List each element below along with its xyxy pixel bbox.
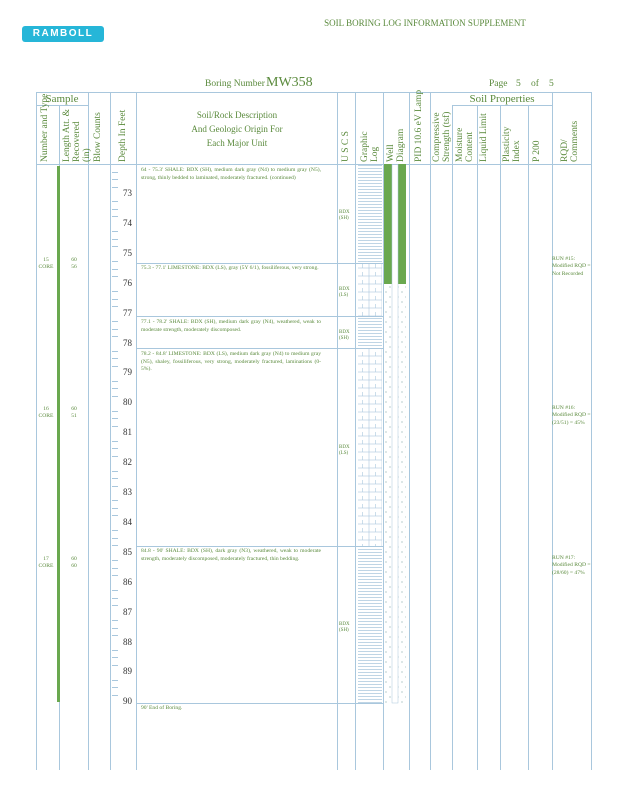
rqd-comment: RUN #15: Modified RQD = Not Recorded <box>552 256 591 277</box>
depth-tick <box>112 515 118 516</box>
pid-header: PID 10.6 eV Lamp <box>414 89 424 162</box>
page-current: 5 <box>516 79 521 89</box>
col-line <box>36 92 37 770</box>
depth-tick <box>112 396 118 397</box>
well-diagram-header: Well Diagram <box>386 128 406 162</box>
depth-tick <box>112 321 118 322</box>
sample-type: CORE <box>38 413 54 419</box>
depth-label: 86 <box>123 576 132 587</box>
sample-length-att: 60 <box>71 556 77 562</box>
blow-counts-header: Blow Counts <box>93 112 103 162</box>
depth-tick <box>112 665 118 666</box>
sample-length-rec: 60 <box>71 563 77 569</box>
unit-description: 77.1 - 78.2' SHALE: BDX (SH), medium dark gray (N4), weathered, weak to moderate strength, moderately discomposed. <box>141 319 321 333</box>
depth-label: 79 <box>123 367 132 378</box>
depth-tick <box>112 216 118 217</box>
col-line <box>430 92 431 770</box>
depth-label: 82 <box>123 457 132 468</box>
ramboll-logo: RAMBOLL <box>22 26 104 42</box>
depth-tick <box>112 231 118 232</box>
depth-tick <box>112 695 118 696</box>
plasticity-index-header: Plasticity Index <box>502 126 522 162</box>
uscs-code: BDX (SH) <box>339 622 350 633</box>
depth-tick <box>112 448 118 449</box>
depth-tick <box>112 336 118 337</box>
sample-number: 17 <box>43 556 49 562</box>
depth-label: 85 <box>123 546 132 557</box>
depth-label: 73 <box>123 188 132 198</box>
sample-number: 16 <box>43 406 49 412</box>
limestone-pattern <box>358 348 382 546</box>
sample-number: 15 <box>43 257 49 263</box>
well-sand-pack <box>398 284 406 703</box>
compressive-strength-header: Compressive Strength (tsf) <box>432 111 452 162</box>
depth-label: 74 <box>123 217 132 228</box>
rqd-comment: RUN #16: Modified RQD = (23/51) = 45% <box>552 405 591 426</box>
liquid-limit-header: Liquid Limit <box>479 113 489 162</box>
depth-label: 84 <box>123 516 132 527</box>
depth-tick <box>112 426 118 427</box>
depth-tick <box>112 530 118 531</box>
soil-properties-group-header: Soil Properties <box>469 93 535 105</box>
depth-tick <box>112 687 118 688</box>
depth-tick <box>112 187 118 188</box>
col-line <box>591 92 592 770</box>
depth-tick <box>112 329 118 330</box>
description-header-line: Soil/Rock Description <box>196 110 278 120</box>
depth-label: 76 <box>123 277 132 288</box>
page-label: Page <box>489 79 508 89</box>
uscs-code: BDX (LS) <box>339 287 350 298</box>
depth-label: 89 <box>123 666 132 677</box>
boring-number-label: Boring Number <box>205 79 265 89</box>
depth-label: 88 <box>123 636 132 647</box>
depth-tick <box>112 351 118 352</box>
depth-header: Depth In Feet <box>118 109 128 162</box>
unit-divider <box>136 316 383 317</box>
depth-tick <box>112 201 118 202</box>
shale-pattern <box>358 546 382 703</box>
depth-tick <box>112 246 118 247</box>
depth-tick <box>112 366 118 367</box>
depth-tick <box>112 605 118 606</box>
depth-tick <box>112 680 118 681</box>
depth-tick <box>112 239 118 240</box>
col-line <box>88 92 89 770</box>
depth-tick <box>112 560 118 561</box>
page-total: 5 <box>549 79 554 89</box>
depth-tick <box>112 478 118 479</box>
depth-tick <box>112 471 118 472</box>
depth-tick <box>112 575 118 576</box>
shale-pattern <box>358 164 382 263</box>
depth-tick <box>112 261 118 262</box>
header-bottom-border <box>36 164 591 165</box>
col-line <box>477 105 478 770</box>
depth-tick <box>112 590 118 591</box>
description-header <box>137 108 337 150</box>
col-line <box>528 105 529 770</box>
sample-type: CORE <box>38 264 54 270</box>
depth-tick <box>112 508 118 509</box>
depth-label: 83 <box>123 487 132 497</box>
depth-label: 80 <box>123 397 132 408</box>
depth-tick <box>112 620 118 621</box>
description-header-line: Each Major Unit <box>206 138 268 148</box>
depth-label: 81 <box>123 427 132 438</box>
col-line <box>409 92 410 770</box>
unit-divider <box>136 546 383 547</box>
col-line <box>500 105 501 770</box>
graphic-log-header: Graphic Log <box>360 131 380 162</box>
depth-tick <box>112 635 118 636</box>
rqd-comments-header: RQD/ Comments <box>560 120 580 162</box>
depth-label: 75 <box>123 247 132 258</box>
core-sample-bar <box>57 166 60 702</box>
depth-tick <box>112 657 118 658</box>
depth-tick <box>112 650 118 651</box>
depth-tick <box>112 269 118 270</box>
col-line <box>552 92 553 770</box>
p200-header: P 200 <box>532 140 542 162</box>
limestone-pattern <box>358 263 382 316</box>
length-header: Length Att. & Recovered (in) <box>62 108 92 162</box>
unit-description: 78.2 - 84.8' LIMESTONE: BDX (LS), medium dark gray (N4) to medium gray (N5), shaley, fossiliferous, very strong, moderately fractured, laminations (0-5%). <box>141 351 321 373</box>
sample-length-rec: 51 <box>71 413 77 419</box>
uscs-code: BDX (SH) <box>339 330 350 341</box>
depth-tick <box>112 568 118 569</box>
rqd-comment: RUN #17: Modified RQD = (28/60) = 47% <box>552 555 591 576</box>
depth-label: 78 <box>123 337 132 348</box>
unit-description: 90' End of Boring. <box>141 705 183 711</box>
depth-tick <box>112 545 118 546</box>
depth-tick <box>112 388 118 389</box>
depth-tick <box>112 358 118 359</box>
depth-tick <box>112 179 118 180</box>
depth-tick <box>112 486 118 487</box>
unit-divider <box>136 348 383 349</box>
well-pipe <box>392 164 398 703</box>
number-type-header: Number and Type <box>40 93 50 162</box>
uscs-code: BDX (SH) <box>339 210 350 221</box>
unit-description: 64 - 75.3' SHALE: BDX (SH), medium dark gray (N4) to medium gray (N5), strong, thinly bedded to laminated, moderately fractured. (continued) <box>141 167 321 181</box>
depth-tick <box>112 299 118 300</box>
sample-type: CORE <box>38 563 54 569</box>
depth-tick <box>112 628 118 629</box>
depth-tick <box>112 306 118 307</box>
depth-tick <box>112 291 118 292</box>
moisture-content-header: Moisture Content <box>455 127 475 162</box>
col-line <box>337 92 338 770</box>
shale-pattern <box>358 316 382 348</box>
depth-label: 77 <box>123 307 132 318</box>
sample-length-rec: 56 <box>71 264 77 270</box>
depth-tick <box>112 209 118 210</box>
graphic-log-and-well-diagram <box>356 164 408 704</box>
document-title: SOIL BORING LOG INFORMATION SUPPLEMENT <box>324 18 526 28</box>
depth-tick <box>112 381 118 382</box>
col-line <box>136 92 137 770</box>
depth-tick <box>112 418 118 419</box>
depth-tick <box>112 172 118 173</box>
depth-tick <box>112 456 118 457</box>
well-sand-pack <box>384 284 392 703</box>
col-line <box>452 105 453 770</box>
description-header-line: And Geologic Origin For <box>191 124 283 134</box>
depth-tick <box>112 276 118 277</box>
well-casing <box>398 164 406 284</box>
uscs-code: BDX (LS) <box>339 445 350 456</box>
depth-tick <box>112 411 118 412</box>
unit-divider <box>136 263 383 264</box>
uscs-header: U S C S <box>341 131 351 162</box>
end-of-boring-line <box>136 703 383 704</box>
unit-description: 75.3 - 77.1' LIMESTONE: BDX (LS), gray (5Y 6/1), fossiliferous, very strong. <box>141 265 319 271</box>
boring-number: MW358 <box>266 75 313 90</box>
page-of: of <box>531 79 539 89</box>
depth-label: 87 <box>123 606 132 617</box>
sample-group-header: Sample <box>45 93 79 105</box>
sample-length-att: 60 <box>71 257 77 263</box>
depth-tick <box>112 441 118 442</box>
depth-tick <box>112 500 118 501</box>
unit-description: 84.8 - 90' SHALE: BDX (SH), dark gray (N3), weathered, weak to moderate strength, moderately discomposed, moderately fractured, thin bedding. <box>141 548 321 562</box>
well-casing <box>384 164 392 284</box>
col-line <box>110 92 111 770</box>
sample-length-att: 60 <box>71 406 77 412</box>
depth-tick <box>112 538 118 539</box>
depth-tick <box>112 598 118 599</box>
depth-label: 90 <box>123 696 132 707</box>
